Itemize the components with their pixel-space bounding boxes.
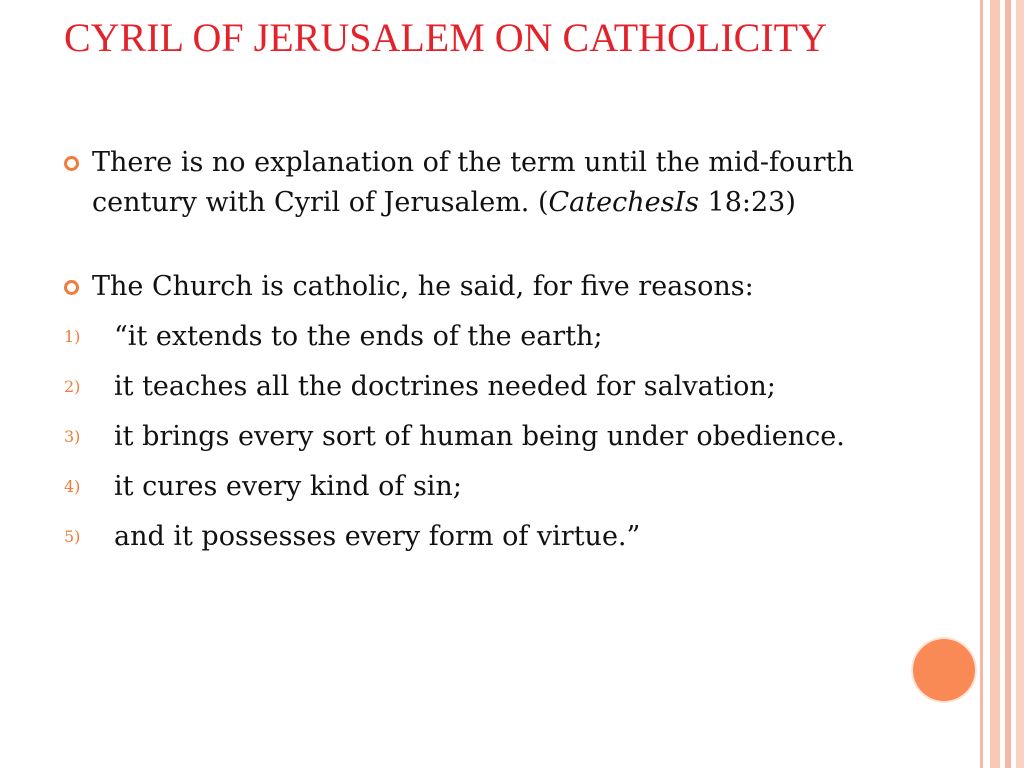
bullet-text: The Church is catholic, he said, for five reasons:: [92, 271, 754, 302]
slide-title: CYRIL OF JERUSALEM ON CATHOLICITY: [64, 15, 827, 60]
numbered-item: [64, 367, 894, 407]
bullet-italic-text: CatechesIs: [548, 187, 699, 218]
decorative-stripes: [980, 0, 1024, 768]
number-label: 3): [64, 427, 81, 446]
decorative-circle: [913, 639, 975, 701]
numbered-item: [64, 317, 894, 357]
numbered-item-text: “it extends to the ends of the earth;: [114, 321, 603, 352]
number-label: 5): [64, 527, 81, 546]
bullet-text: There is no explanation of the term until the mid-fourth century with Cyril of Jerusalem. (: [92, 147, 854, 218]
numbered-item-text: it brings every sort of human being under obedience.: [114, 421, 845, 452]
bullet-item: [64, 143, 894, 223]
numbered-item-text: it teaches all the doctrines needed for salvation;: [114, 371, 776, 402]
stripe: [1016, 0, 1024, 768]
stripe: [983, 0, 990, 768]
numbered-item: [64, 467, 894, 507]
bullet-text: 18:23): [698, 187, 796, 218]
numbered-item: [64, 417, 894, 457]
number-label: 2): [64, 377, 81, 396]
numbered-item-text: it cures every kind of sin;: [114, 471, 462, 502]
ring-bullet-icon: [64, 156, 79, 171]
numbered-item-text: and it possesses every form of virtue.”: [114, 521, 641, 552]
number-label: 4): [64, 477, 81, 496]
stripe: [990, 0, 1000, 768]
bullet-item: [64, 267, 894, 307]
slide-content: [64, 143, 894, 557]
ring-bullet-icon: [64, 280, 79, 295]
number-label: 1): [64, 327, 81, 346]
numbered-item: [64, 517, 894, 557]
